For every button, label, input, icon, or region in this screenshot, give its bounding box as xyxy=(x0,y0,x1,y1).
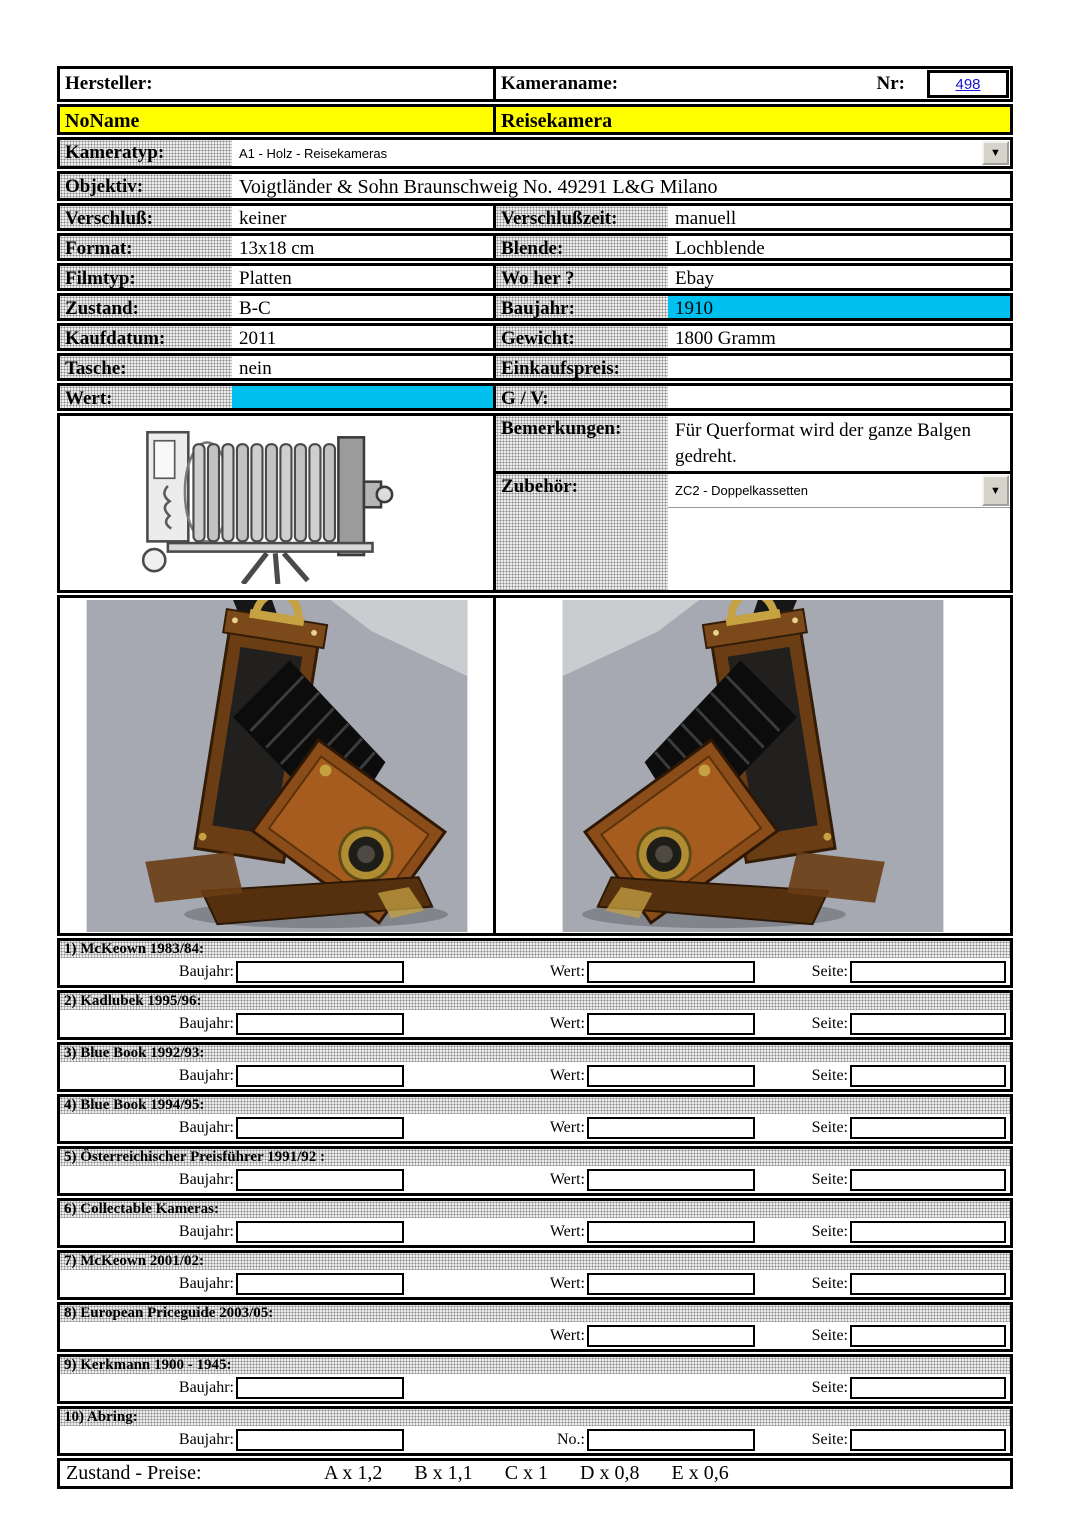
price-guide-european-2003 xyxy=(57,1302,1013,1352)
wert-input[interactable] xyxy=(587,1169,755,1191)
blende-value[interactable]: Lochblende xyxy=(675,238,765,258)
baujahr-label: Baujahr: xyxy=(178,1274,234,1292)
price-guide-title: 1) McKeown 1983/84: xyxy=(60,941,1010,958)
multiplier-e: E x 0,6 xyxy=(671,1462,729,1484)
woher-label: Wo her ? xyxy=(496,266,668,288)
price-guide-title: 10) Abring: xyxy=(60,1409,1010,1426)
wert-label: Wert: xyxy=(549,1118,585,1136)
verschlusszeit-label: Verschlußzeit: xyxy=(496,206,668,228)
wert-input[interactable] xyxy=(587,1273,755,1295)
tasche-row xyxy=(57,353,1013,381)
clipart-cell xyxy=(60,416,496,590)
seite-input[interactable] xyxy=(850,1273,1006,1295)
baujahr-input[interactable] xyxy=(236,1065,404,1087)
header-row xyxy=(57,66,1013,102)
baujahr-input[interactable] xyxy=(236,1013,404,1035)
baujahr-input[interactable] xyxy=(236,1117,404,1139)
zustand-label: Zustand: xyxy=(60,296,232,318)
price-guide-mckeown-2001 xyxy=(57,1250,1013,1300)
kameratyp-combobox[interactable] xyxy=(232,140,1010,166)
seite-input[interactable] xyxy=(850,1429,1006,1451)
zustand-value[interactable]: B-C xyxy=(232,296,496,318)
multiplier-d: D x 0,8 xyxy=(580,1462,640,1484)
photos-section xyxy=(57,595,1013,936)
baujahr-label: Baujahr: xyxy=(496,296,668,318)
kameraname-header-cell xyxy=(496,69,1010,99)
price-guide-bluebook-1994 xyxy=(57,1094,1013,1144)
zubehoer-row xyxy=(496,474,1010,590)
chevron-down-icon[interactable]: ▼ xyxy=(982,141,1009,165)
format-row xyxy=(57,233,1013,261)
hersteller-label: Hersteller: xyxy=(65,73,153,94)
objektiv-value[interactable]: Voigtländer & Sohn Braunschweig No. 49291 L&G Milano xyxy=(239,176,718,198)
seite-label: Seite: xyxy=(811,1430,848,1448)
wert-label: Wert: xyxy=(60,386,232,408)
wert-row xyxy=(57,383,1013,411)
price-guide-bluebook-1992 xyxy=(57,1042,1013,1092)
zubehoer-combobox[interactable] xyxy=(668,474,1010,590)
baujahr-value[interactable]: 1910 xyxy=(668,296,1010,318)
price-guide-kadlubek-1995 xyxy=(57,990,1013,1040)
wert-label: Wert: xyxy=(549,962,585,980)
price-guide-title: 5) Österreichischer Preisführer 1991/92 : xyxy=(60,1149,1010,1166)
baujahr-label: Baujahr: xyxy=(178,1118,234,1136)
no-input[interactable] xyxy=(587,1429,755,1451)
seite-label: Seite: xyxy=(811,1222,848,1240)
price-guide-title: 8) European Priceguide 2003/05: xyxy=(60,1305,1010,1322)
seite-input[interactable] xyxy=(850,1169,1006,1191)
zubehoer-label: Zubehör: xyxy=(496,474,668,590)
kaufdatum-label: Kaufdatum: xyxy=(60,326,232,348)
multiplier-a: A x 1,2 xyxy=(324,1462,383,1484)
seite-label: Seite: xyxy=(811,1274,848,1292)
woher-value[interactable]: Ebay xyxy=(675,268,715,288)
baujahr-label: Baujahr: xyxy=(178,1014,234,1032)
seite-input[interactable] xyxy=(850,1065,1006,1087)
einkaufspreis-value[interactable] xyxy=(668,356,1010,378)
nr-label: Nr: xyxy=(876,73,905,94)
no-label: No.: xyxy=(557,1430,585,1448)
price-guide-title: 6) Collectable Kameras: xyxy=(60,1201,1010,1218)
price-guide-abring xyxy=(57,1406,1013,1456)
verschlusszeit-value[interactable]: manuell xyxy=(675,208,737,228)
wert-label: Wert: xyxy=(549,1066,585,1084)
verschluss-label: Verschluß: xyxy=(60,206,232,228)
format-label: Format: xyxy=(60,236,232,258)
price-guide-collectable xyxy=(57,1198,1013,1248)
zustand-row xyxy=(57,293,1013,321)
kaufdatum-row xyxy=(57,323,1013,351)
multiplier-b: B x 1,1 xyxy=(414,1462,473,1484)
chevron-down-icon[interactable]: ▼ xyxy=(982,475,1009,506)
baujahr-input[interactable] xyxy=(236,961,404,983)
price-guide-kerkmann xyxy=(57,1354,1013,1404)
record-number-link[interactable]: 498 xyxy=(955,76,981,93)
baujahr-label: Baujahr: xyxy=(178,1430,234,1448)
bemerkungen-label: Bemerkungen: xyxy=(496,416,668,471)
middle-section xyxy=(57,413,1013,593)
seite-label: Seite: xyxy=(811,1326,848,1344)
zubehoer-value: ZC2 - Doppelkassetten xyxy=(675,483,808,498)
baujahr-input[interactable] xyxy=(236,1377,404,1399)
seite-label: Seite: xyxy=(811,1118,848,1136)
wert-value[interactable] xyxy=(232,386,496,408)
tasche-value[interactable]: nein xyxy=(232,356,496,378)
wert-input[interactable] xyxy=(587,1221,755,1243)
seite-input[interactable] xyxy=(850,1117,1006,1139)
camera-photo-left xyxy=(84,600,470,932)
wert-input[interactable] xyxy=(587,1065,755,1087)
hersteller-header-cell xyxy=(60,69,496,99)
wert-input[interactable] xyxy=(587,1117,755,1139)
objektiv-row xyxy=(57,171,1013,201)
price-guide-mckeown-1983 xyxy=(57,938,1013,988)
price-guide-title: 9) Kerkmann 1900 - 1945: xyxy=(60,1357,1010,1374)
seite-label: Seite: xyxy=(811,1378,848,1396)
baujahr-label: Baujahr: xyxy=(178,1066,234,1084)
filmtyp-value[interactable]: Platten xyxy=(232,266,496,288)
camera-record-form xyxy=(57,66,1013,1489)
filmtyp-label: Filmtyp: xyxy=(60,266,232,288)
kameraname-value[interactable]: Reisekamera xyxy=(501,110,613,132)
wert-label: Wert: xyxy=(549,1274,585,1292)
kameratyp-row xyxy=(57,137,1013,169)
verschluss-value[interactable]: keiner xyxy=(232,206,496,228)
baujahr-input[interactable] xyxy=(236,1169,404,1191)
bemerkungen-value[interactable]: Für Querformat wird der ganze Balgen gedreht. xyxy=(675,420,971,467)
wert-label: Wert: xyxy=(549,1222,585,1240)
wert-label: Wert: xyxy=(549,1170,585,1188)
camera-clipart-image xyxy=(92,422,462,584)
baujahr-label: Baujahr: xyxy=(178,1378,234,1396)
seite-label: Seite: xyxy=(811,1066,848,1084)
seite-label: Seite: xyxy=(811,1170,848,1188)
seite-input[interactable] xyxy=(850,961,1006,983)
camera-photo-right xyxy=(560,600,946,932)
objektiv-label: Objektiv: xyxy=(60,174,232,198)
einkaufspreis-label: Einkaufspreis: xyxy=(496,356,668,378)
gewicht-label: Gewicht: xyxy=(496,326,668,348)
hersteller-value[interactable]: NoName xyxy=(60,107,496,132)
gv-label: G / V: xyxy=(496,386,668,408)
baujahr-label: Baujahr: xyxy=(178,962,234,980)
zustand-preise-row xyxy=(57,1458,1013,1489)
baujahr-input[interactable] xyxy=(236,1273,404,1295)
wert-input[interactable] xyxy=(587,1325,755,1347)
multiplier-c: C x 1 xyxy=(504,1462,549,1484)
price-guide-title: 7) McKeown 2001/02: xyxy=(60,1253,1010,1270)
baujahr-label: Baujahr: xyxy=(178,1222,234,1240)
zustand-preise-label: Zustand - Preise: xyxy=(66,1462,202,1484)
blende-label: Blende: xyxy=(496,236,668,258)
photo-cell-left xyxy=(60,598,496,933)
name-row xyxy=(57,104,1013,135)
price-guide-title: 3) Blue Book 1992/93: xyxy=(60,1045,1010,1062)
photo-cell-right xyxy=(496,598,1010,933)
filmtyp-row xyxy=(57,263,1013,291)
seite-input[interactable] xyxy=(850,1013,1006,1035)
kameraname-label: Kameraname: xyxy=(501,73,619,94)
kameratyp-value: A1 - Holz - Reisekameras xyxy=(239,145,388,161)
wert-label: Wert: xyxy=(549,1014,585,1032)
seite-label: Seite: xyxy=(811,1014,848,1032)
record-number-field[interactable] xyxy=(927,70,1009,98)
gewicht-value[interactable]: 1800 Gramm xyxy=(675,328,776,348)
seite-label: Seite: xyxy=(811,962,848,980)
wert-label: Wert: xyxy=(549,1326,585,1344)
baujahr-input[interactable] xyxy=(236,1221,404,1243)
price-guide-title: 4) Blue Book 1994/95: xyxy=(60,1097,1010,1114)
baujahr-label: Baujahr: xyxy=(178,1170,234,1188)
gv-value[interactable] xyxy=(668,386,1010,408)
baujahr-input[interactable] xyxy=(236,1429,404,1451)
tasche-label: Tasche: xyxy=(60,356,232,378)
seite-input[interactable] xyxy=(850,1377,1006,1399)
wert-input[interactable] xyxy=(587,1013,755,1035)
seite-input[interactable] xyxy=(850,1221,1006,1243)
kameratyp-label: Kameratyp: xyxy=(60,140,232,166)
price-guide-oesterreich-1991 xyxy=(57,1146,1013,1196)
wert-input[interactable] xyxy=(587,961,755,983)
bemerkungen-row xyxy=(496,416,1010,474)
price-guide-title: 2) Kadlubek 1995/96: xyxy=(60,993,1010,1010)
verschluss-row xyxy=(57,203,1013,231)
kaufdatum-value[interactable]: 2011 xyxy=(232,326,496,348)
format-value[interactable]: 13x18 cm xyxy=(232,236,496,258)
seite-input[interactable] xyxy=(850,1325,1006,1347)
